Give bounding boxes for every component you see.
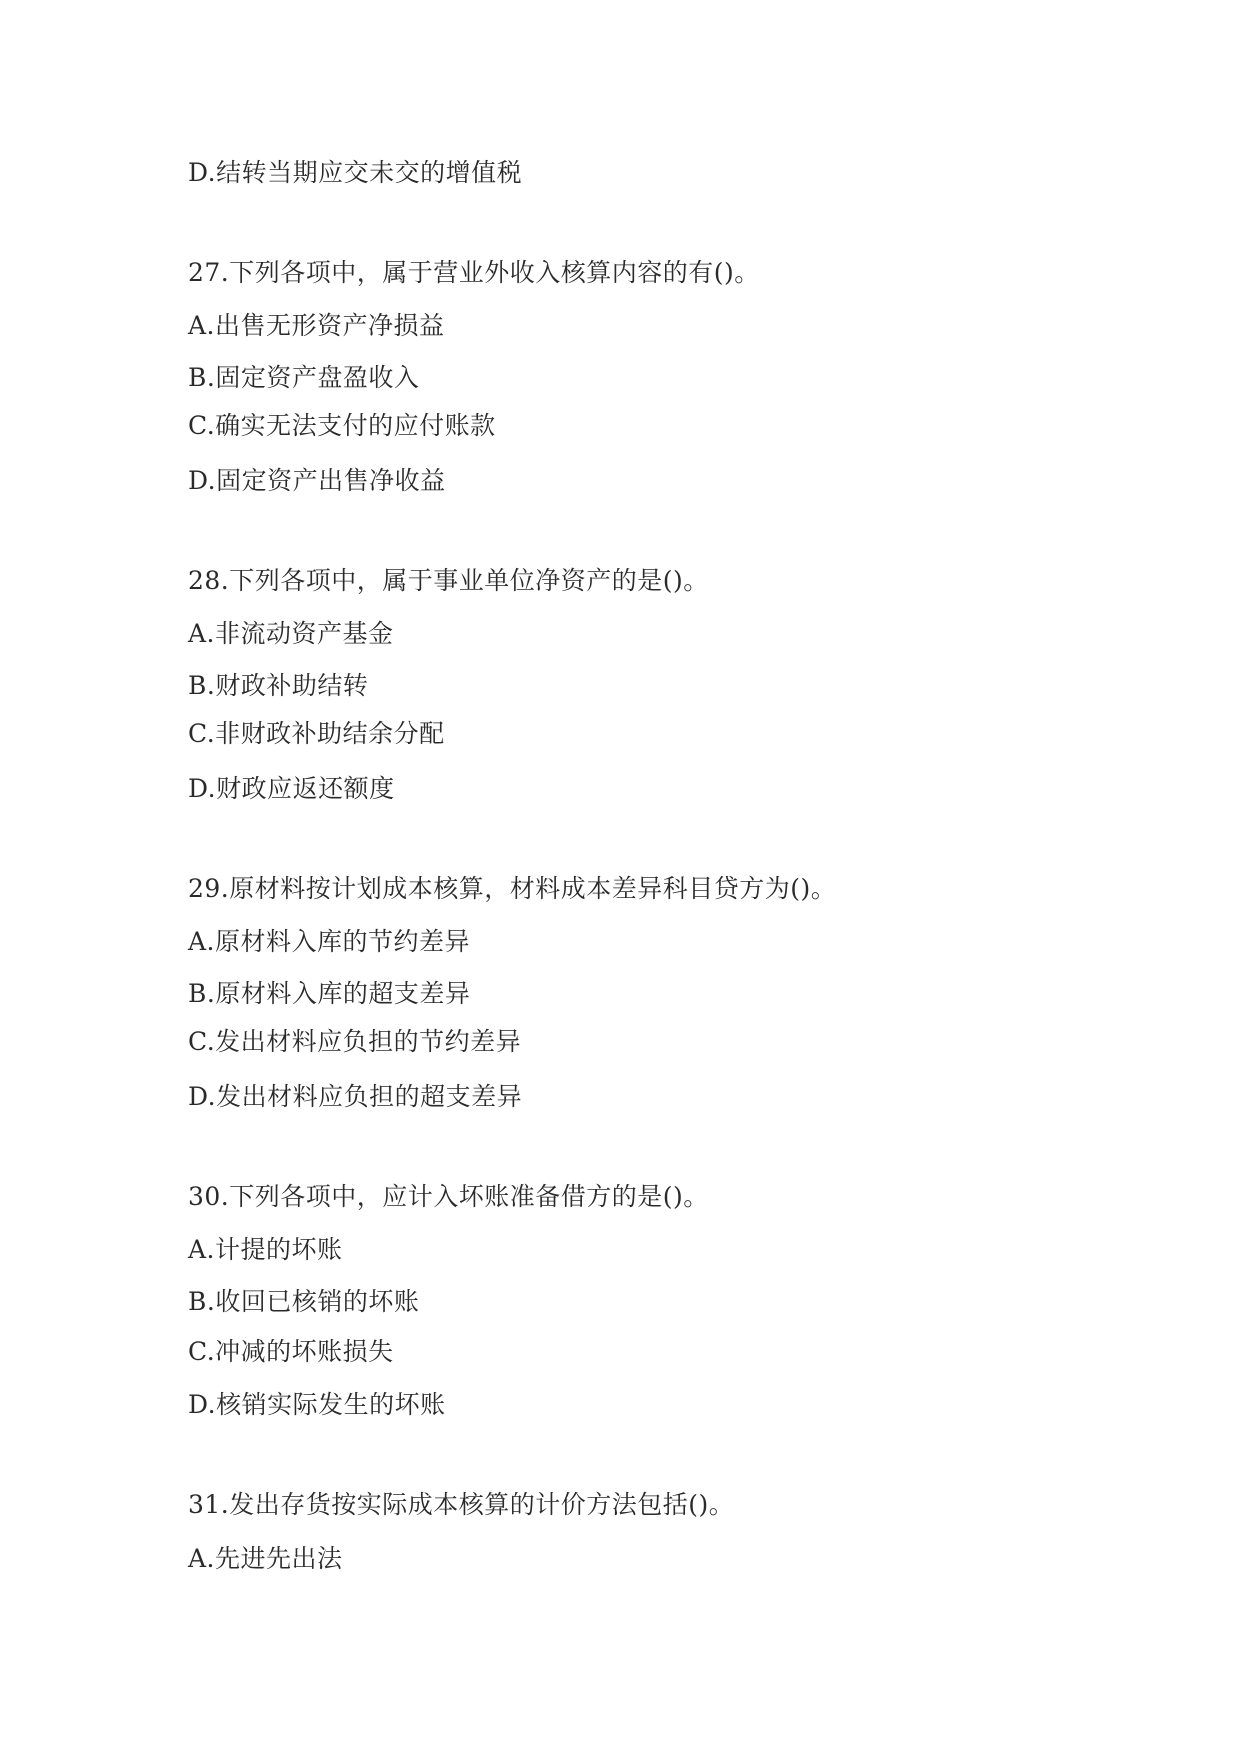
option-29-a: A.原材料入库的节约差异 xyxy=(188,927,471,956)
option-26-d: D.结转当期应交未交的增值税 xyxy=(188,158,523,187)
option-29-d: D.发出材料应负担的超支差异 xyxy=(188,1082,523,1111)
option-28-a: A.非流动资产基金 xyxy=(188,619,394,648)
question-30: 30.下列各项中，应计入坏账准备借方的是()。 xyxy=(188,1182,709,1211)
option-28-c: C.非财政补助结余分配 xyxy=(188,719,445,748)
question-27: 27.下列各项中，属于营业外收入核算内容的有()。 xyxy=(188,258,760,287)
option-30-d: D.核销实际发生的坏账 xyxy=(188,1390,446,1419)
option-28-d: D.财政应返还额度 xyxy=(188,774,395,803)
option-30-c: C.冲减的坏账损失 xyxy=(188,1337,394,1366)
option-27-d: D.固定资产出售净收益 xyxy=(188,466,446,495)
option-31-a: A.先进先出法 xyxy=(188,1544,343,1573)
option-29-c: C.发出材料应负担的节约差异 xyxy=(188,1027,522,1056)
option-27-c: C.确实无法支付的应付账款 xyxy=(188,411,496,440)
question-28: 28.下列各项中，属于事业单位净资产的是()。 xyxy=(188,566,709,595)
question-31: 31.发出存货按实际成本核算的计价方法包括()。 xyxy=(188,1490,735,1519)
option-29-b: B.原材料入库的超支差异 xyxy=(188,979,471,1008)
option-27-a: A.出售无形资产净损益 xyxy=(188,311,445,340)
option-30-a: A.计提的坏账 xyxy=(188,1235,343,1264)
option-30-b: B.收回已核销的坏账 xyxy=(188,1287,420,1316)
question-29: 29.原材料按计划成本核算，材料成本差异科目贷方为()。 xyxy=(188,874,837,903)
option-27-b: B.固定资产盘盈收入 xyxy=(188,363,420,392)
option-28-b: B.财政补助结转 xyxy=(188,671,369,700)
